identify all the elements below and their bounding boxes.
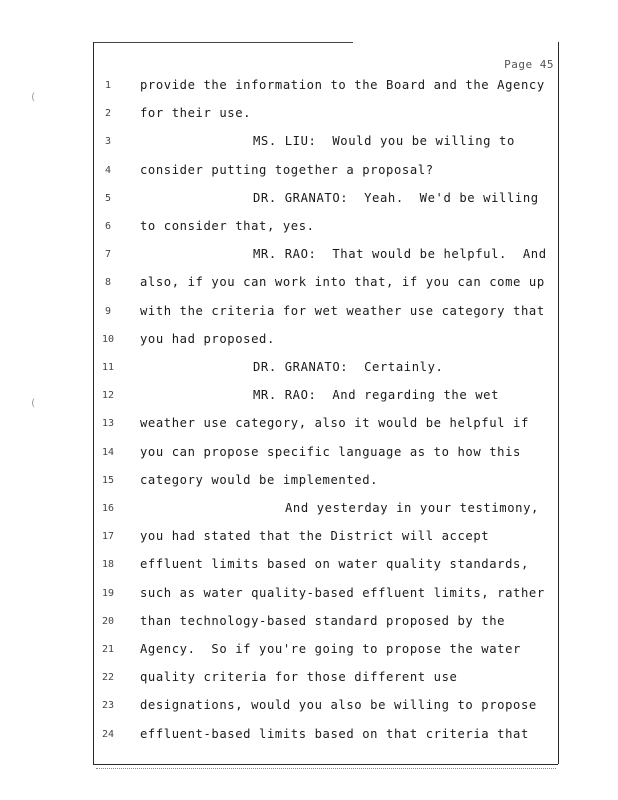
line-text: quality criteria for those different use bbox=[140, 670, 458, 685]
transcript-line bbox=[0, 332, 618, 352]
line-number: 8 bbox=[104, 277, 112, 289]
line-number: 16 bbox=[101, 503, 115, 514]
transcript-line bbox=[0, 247, 618, 267]
line-text: you had stated that the District will accept bbox=[140, 529, 490, 544]
line-text: DR. GRANATO: Certainly. bbox=[253, 360, 444, 374]
line-number: 4 bbox=[104, 164, 112, 176]
line-text: effluent limits based on water quality standards, bbox=[140, 557, 529, 572]
line-text: MR. RAO: That would be helpful. And bbox=[253, 247, 547, 262]
line-text: to consider that, yes. bbox=[140, 219, 315, 233]
margin-scan-mark: ( bbox=[30, 92, 37, 103]
transcript-line bbox=[0, 557, 618, 577]
transcript-line bbox=[0, 219, 618, 239]
transcript-line bbox=[0, 106, 618, 126]
transcript-line bbox=[0, 586, 618, 606]
transcript-line bbox=[0, 473, 618, 493]
line-number: 3 bbox=[104, 136, 112, 148]
transcript-line bbox=[0, 78, 618, 98]
line-number: 1 bbox=[104, 80, 112, 91]
line-number: 20 bbox=[101, 615, 115, 627]
line-text: with the criteria for wet weather use category that bbox=[140, 303, 545, 318]
transcript-line bbox=[0, 416, 618, 436]
line-number: 19 bbox=[101, 587, 115, 599]
transcript-line bbox=[0, 727, 618, 747]
line-number: 13 bbox=[101, 418, 115, 430]
transcript-line bbox=[0, 614, 618, 634]
line-number: 23 bbox=[101, 700, 115, 712]
line-number: 6 bbox=[104, 221, 112, 232]
line-text: weather use category, also it would be helpful if bbox=[140, 416, 529, 431]
line-number: 17 bbox=[101, 531, 115, 543]
line-number: 9 bbox=[104, 305, 112, 317]
transcript-line bbox=[0, 191, 618, 211]
line-number: 18 bbox=[101, 559, 115, 571]
line-number: 24 bbox=[101, 728, 115, 740]
transcript-line bbox=[0, 304, 618, 324]
line-text: And yesterday in your testimony, bbox=[285, 501, 539, 515]
line-number: 2 bbox=[104, 108, 112, 120]
transcript-line bbox=[0, 445, 618, 465]
margin-scan-mark: ( bbox=[30, 398, 37, 409]
line-text: category would be implemented. bbox=[140, 472, 379, 487]
transcript-line bbox=[0, 529, 618, 549]
transcript-line bbox=[0, 360, 618, 380]
transcript-line bbox=[0, 275, 618, 295]
transcript-line bbox=[0, 134, 618, 154]
line-text: designations, would you also be willing to propose bbox=[140, 698, 537, 713]
line-number: 10 bbox=[101, 333, 115, 345]
bottom-scan-noise bbox=[96, 768, 556, 771]
transcript-line bbox=[0, 388, 618, 408]
transcript-line bbox=[0, 698, 618, 718]
line-number: 21 bbox=[101, 644, 115, 655]
line-text: than technology-based standard proposed by the bbox=[140, 613, 506, 628]
line-number: 14 bbox=[101, 446, 115, 458]
line-text: provide the information to the Board and the Agency bbox=[140, 78, 545, 92]
line-text: such as water quality-based effluent limits, rather bbox=[140, 585, 545, 600]
line-text: effluent-based limits based on that criteria that bbox=[140, 726, 529, 741]
line-text: DR. GRANATO: Yeah. We'd be willing bbox=[253, 190, 539, 205]
transcript-line bbox=[0, 670, 618, 690]
line-number: 11 bbox=[101, 362, 115, 373]
line-text: MR. RAO: And regarding the wet bbox=[253, 388, 500, 403]
line-text: for their use. bbox=[140, 106, 252, 121]
line-text: you had proposed. bbox=[140, 331, 275, 346]
transcript-line bbox=[0, 501, 618, 521]
line-text: consider putting together a proposal? bbox=[140, 162, 434, 177]
line-number: 15 bbox=[101, 474, 115, 486]
line-text: also, if you can work into that, if you can come up bbox=[140, 275, 545, 290]
line-text: Agency. So if you're going to propose the water bbox=[140, 642, 521, 656]
line-number: 12 bbox=[101, 390, 115, 402]
line-text: you can propose specific language as to how this bbox=[140, 444, 521, 459]
line-number: 7 bbox=[104, 249, 112, 261]
transcript-line bbox=[0, 642, 618, 662]
bottom-rule bbox=[93, 764, 558, 765]
page-number: Page 45 bbox=[504, 58, 554, 71]
line-number: 5 bbox=[104, 192, 112, 204]
line-text: MS. LIU: Would you be willing to bbox=[253, 134, 515, 149]
transcript-line bbox=[0, 163, 618, 183]
line-number: 22 bbox=[101, 672, 115, 684]
